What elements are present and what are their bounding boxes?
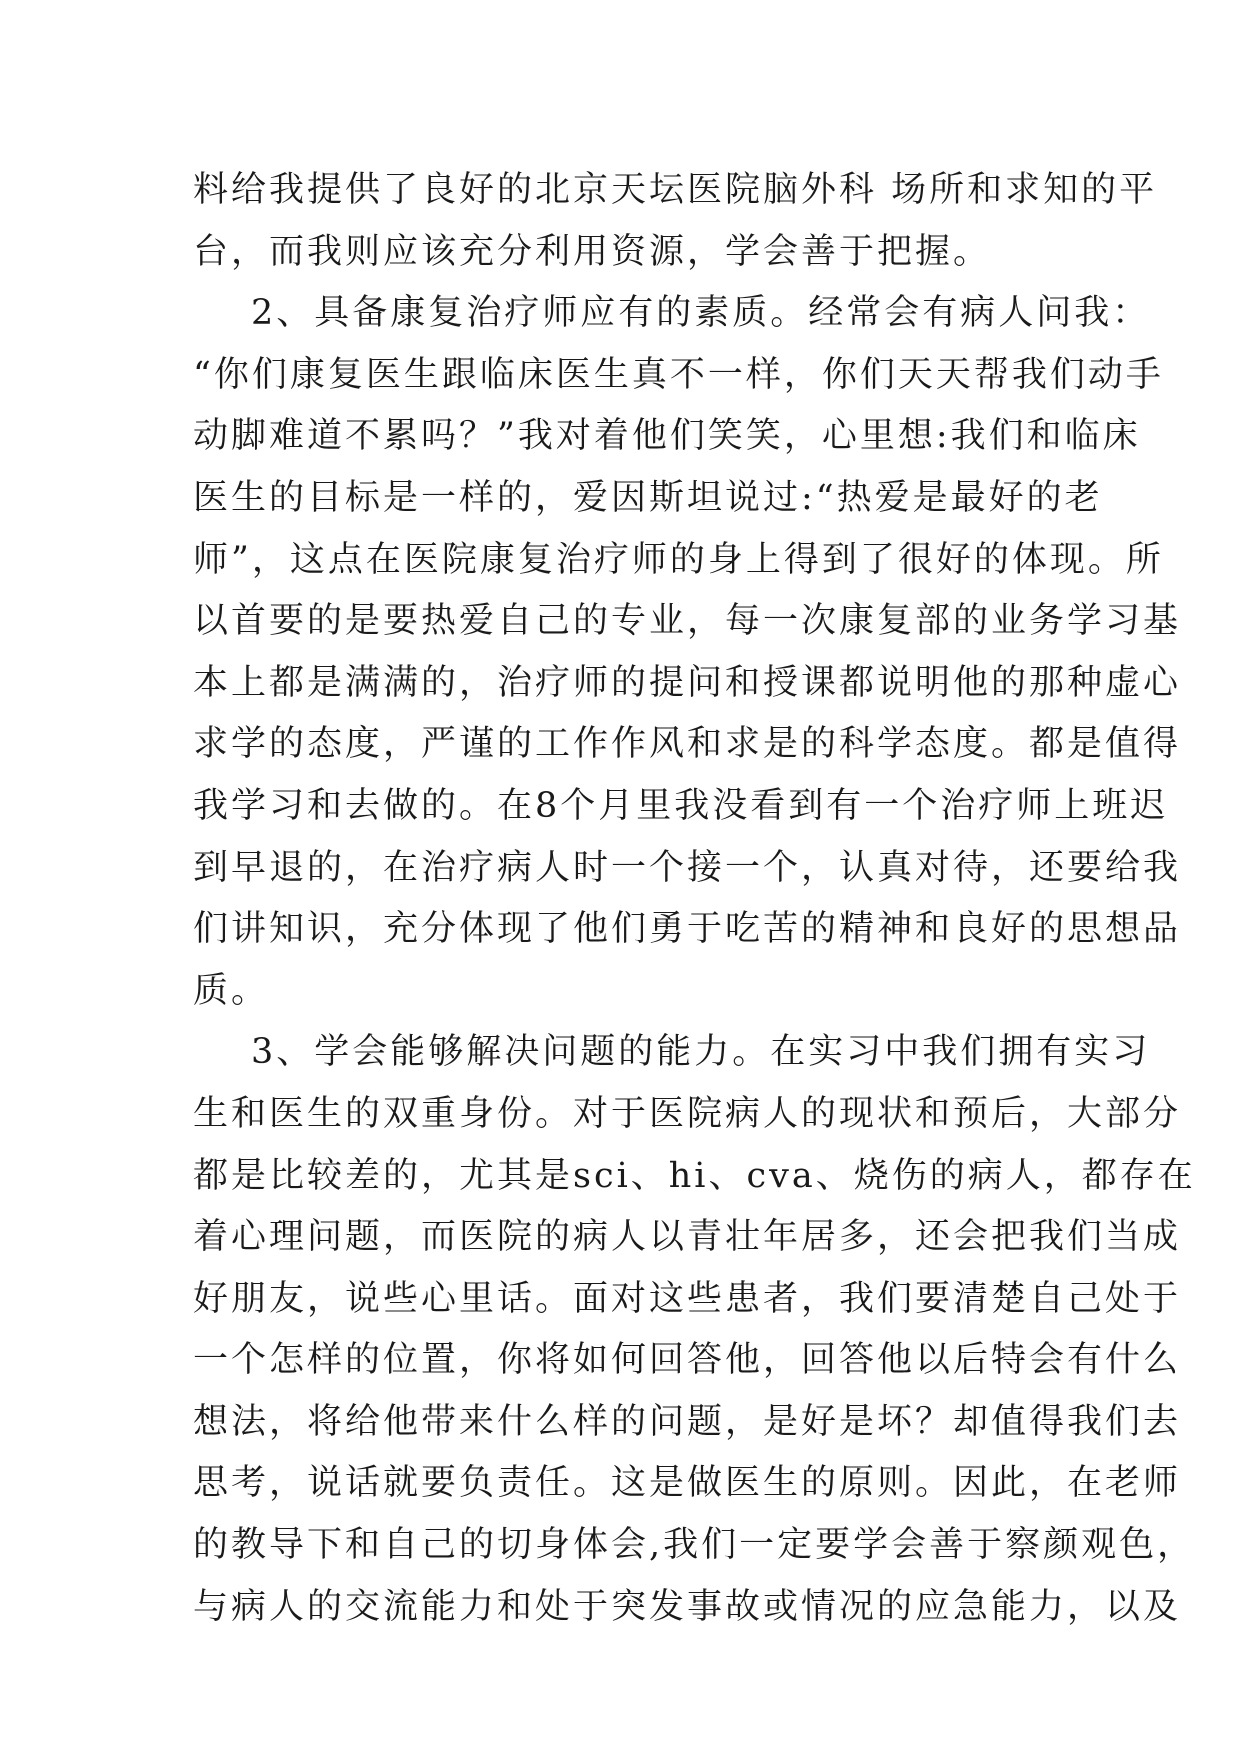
text-line: “你们康复医生跟临床医生真不一样，你们天天帮我们动手 — [193, 354, 1164, 395]
text-line: 与病人的交流能力和处于突发事故或情况的应急能力，以及 — [193, 1586, 1182, 1627]
text-line: 3、学会能够解决问题的能力。在实习中我们拥有实习 — [251, 1032, 1151, 1073]
text-line: 都是比较差的，尤其是sci、hi、cva、烧伤的病人，都存在 — [193, 1155, 1196, 1196]
text-line: 的教导下和自己的切身体会,我们一定要学会善于察颜观色， — [193, 1525, 1196, 1566]
body-text — [193, 160, 1196, 1638]
text-line: 思考，说话就要负责任。这是做医生的原则。因此，在老师 — [193, 1463, 1182, 1504]
text-line: 好朋友，说些心里话。面对这些患者，我们要清楚自己处于 — [193, 1278, 1182, 1319]
text-line: 们讲知识，充分体现了他们勇于吃苦的精神和良好的思想品 — [193, 909, 1182, 950]
text-line: 我学习和去做的。在8个月里我没看到有一个治疗师上班迟 — [193, 785, 1169, 826]
text-line: 医生的目标是一样的，爱因斯坦说过:“热爱是最好的老 — [193, 477, 1103, 518]
text-line: 料给我提供了良好的北京天坛医院脑外科 场所和求知的平 — [193, 170, 1158, 210]
text-line: 动脚难道不累吗？”我对着他们笑笑，心里想:我们和临床 — [193, 416, 1141, 457]
text-line: 质。 — [193, 970, 270, 1011]
text-line: 一个怎样的位置，你将如何回答他，回答他以后特会有什么 — [193, 1340, 1182, 1381]
text-line: 台，而我则应该充分利用资源，学会善于把握。 — [193, 231, 992, 272]
text-line: 求学的态度，严谨的工作作风和求是的科学态度。都是值得 — [193, 724, 1182, 765]
text-line: 以首要的是要热爱自己的专业，每一次康复部的业务学习基 — [193, 601, 1182, 642]
text-line: 师”，这点在医院康复治疗师的身上得到了很好的体现。所 — [193, 539, 1164, 580]
text-line: 到早退的，在治疗病人时一个接一个，认真对待，还要给我 — [193, 847, 1182, 888]
text-line: 想法，将给他带来什么样的问题，是好是坏？却值得我们去 — [193, 1401, 1182, 1442]
text-line: 本上都是满满的，治疗师的提问和授课都说明他的那种虚心 — [193, 662, 1182, 703]
text-line: 生和医生的双重身份。对于医院病人的现状和预后，大部分 — [193, 1093, 1182, 1134]
text-line: 2、具备康复治疗师应有的素质。经常会有病人问我： — [251, 293, 1151, 334]
text-line: 着心理问题，而医院的病人以青壮年居多，还会把我们当成 — [193, 1217, 1182, 1258]
